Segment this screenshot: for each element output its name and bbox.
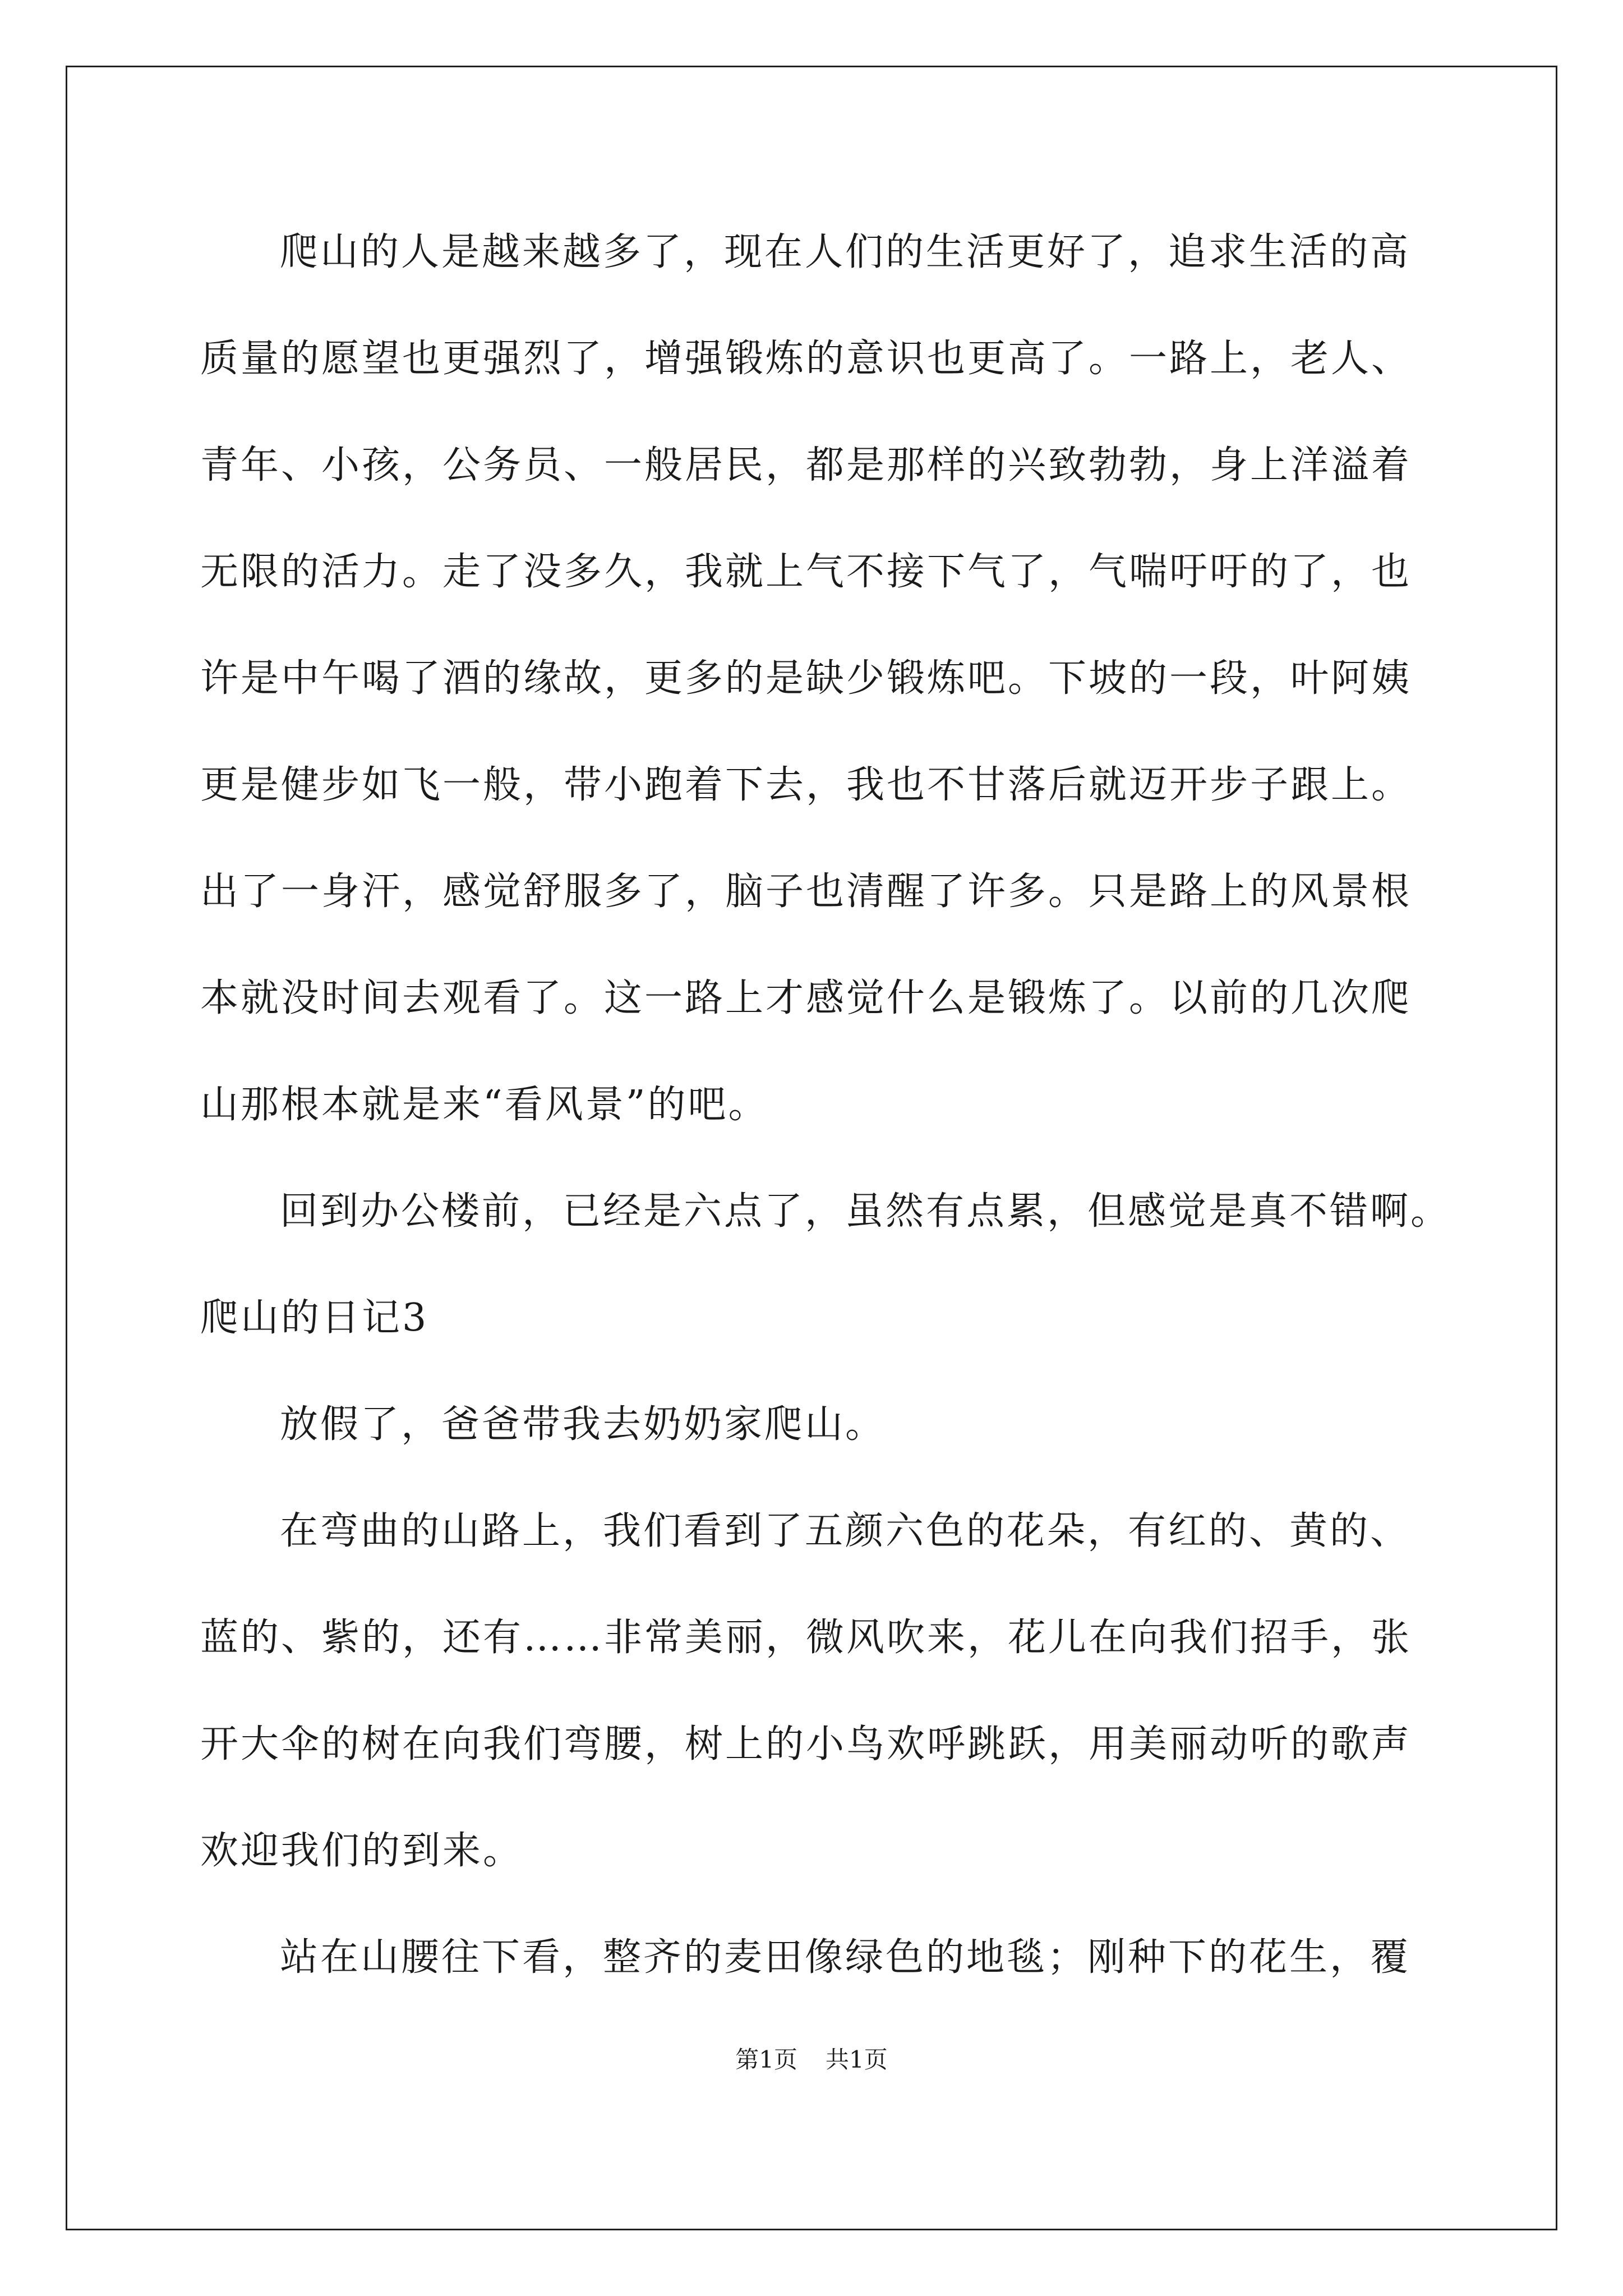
text-line-7: 出了一身汗，感觉舒服多了，脑子也清醒了许多。只是路上的风景根 xyxy=(200,869,1412,914)
text-line-4: 无限的活力。走了没多久，我就上气不接下气了，气喘吁吁的了，也 xyxy=(200,550,1412,594)
section-heading: 爬山的日记3 xyxy=(200,1296,429,1340)
text-line-10: 回到办公楼前，已经是六点了，虽然有点累，但感觉是真不错啊。 xyxy=(280,1189,1451,1234)
document-body xyxy=(200,216,1451,2028)
text-line-16: 欢迎我们的到来。 xyxy=(200,1829,524,1873)
text-line-9: 山那根本就是来“看风景”的吧。 xyxy=(200,1083,769,1127)
page-number-current: 第1页 xyxy=(735,2046,797,2073)
text-line-6: 更是健步如飞一般，带小跑着下去，我也不甘落后就迈开步子跟上。 xyxy=(200,763,1412,807)
text-line-1: 爬山的人是越来越多了，现在人们的生活更好了，追求生活的高 xyxy=(280,230,1411,274)
text-line-15: 开大伞的树在向我们弯腰，树上的小鸟欢呼跳跃，用美丽动听的歌声 xyxy=(200,1722,1412,1766)
text-line-3: 青年、小孩，公务员、一般居民，都是那样的兴致勃勃，身上洋溢着 xyxy=(200,443,1412,487)
text-line-12: 放假了，爸爸带我去奶奶家爬山。 xyxy=(280,1402,886,1447)
text-line-17: 站在山腰往下看，整齐的麦田像绿色的地毯；刚种下的花生，覆 xyxy=(280,1935,1411,1980)
page-number-total: 共1页 xyxy=(826,2046,888,2073)
text-line-2: 质量的愿望也更强烈了，增强锻炼的意识也更高了。一路上，老人、 xyxy=(200,337,1412,381)
page-footer xyxy=(0,2043,1623,2077)
text-line-8: 本就没时间去观看了。这一路上才感觉什么是锻炼了。以前的几次爬 xyxy=(200,976,1412,1020)
text-line-14: 蓝的、紫的，还有……非常美丽，微风吹来，花儿在向我们招手，张 xyxy=(200,1616,1412,1660)
text-line-13: 在弯曲的山路上，我们看到了五颜六色的花朵，有红的、黄的、 xyxy=(280,1509,1411,1553)
text-line-5: 许是中午喝了酒的缘故，更多的是缺少锻炼吧。下坡的一段，叶阿姨 xyxy=(200,656,1412,701)
